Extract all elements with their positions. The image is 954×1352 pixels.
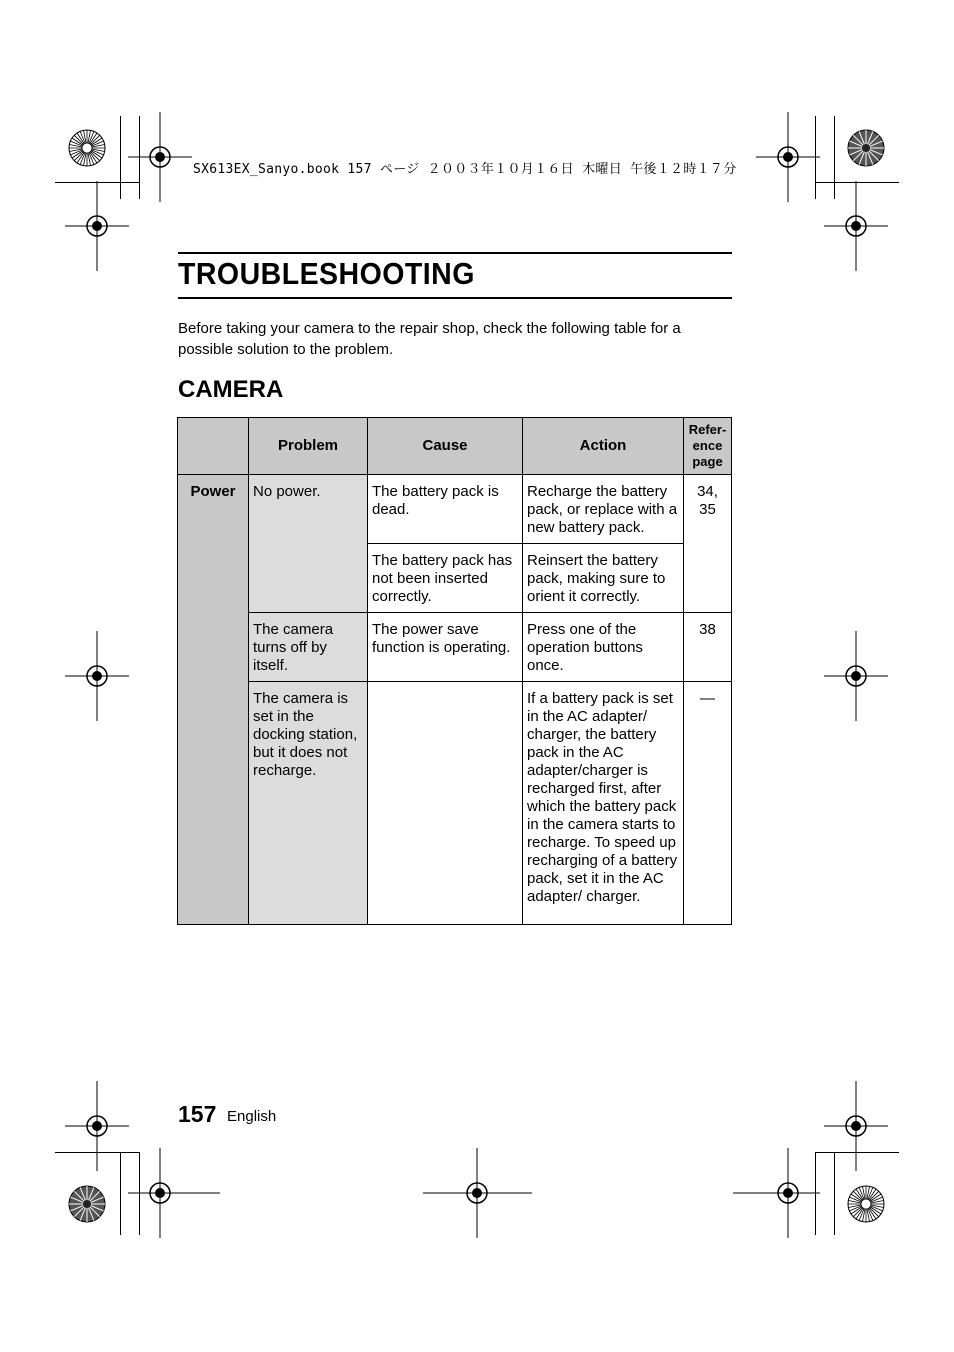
reference-cell: 38 (684, 613, 732, 682)
action-cell: If a battery pack is set in the AC adapter/ charger, the battery pack in the AC adapter/charger is recharged first, after which the battery pack in the camera starts to recharge. To speed up recharging of a battery pack, set it in the AC adapter/ charger. (523, 682, 684, 925)
print-header: SX613EX_Sanyo.book 157 ページ ２００３年１０月１６日 木曜日 午後１２時１７分 (193, 162, 737, 177)
header-reference: Refer-ence page (684, 418, 732, 475)
action-cell: Recharge the battery pack, or replace with a new battery pack. (523, 475, 684, 544)
category-cell: Power (178, 475, 249, 925)
action-cell: Press one of the operation buttons once. (523, 613, 684, 682)
page-number: 157 (178, 1101, 217, 1127)
header-action: Action (523, 418, 684, 475)
problem-cell: The camera is set in the docking station, but it does not recharge. (249, 682, 368, 925)
problem-cell: No power. (249, 475, 368, 613)
cause-cell: The battery pack has not been inserted correctly. (368, 544, 523, 613)
cause-cell: The battery pack is dead. (368, 475, 523, 544)
header-problem: Problem (249, 418, 368, 475)
reference-cell: — (684, 682, 732, 925)
intro-paragraph: Before taking your camera to the repair shop, check the following table for a possible solution to the problem. (178, 320, 681, 358)
cause-cell: The power save function is operating. (368, 613, 523, 682)
header-cause: Cause (368, 418, 523, 475)
action-cell: Reinsert the battery pack, making sure to orient it correctly. (523, 544, 684, 613)
problem-cell: The camera turns off by itself. (249, 613, 368, 682)
reference-cell: 34, 35 (684, 475, 732, 613)
footer-language: English (227, 1108, 277, 1125)
page-title: TROUBLESHOOTING (178, 256, 475, 291)
section-heading: CAMERA (178, 376, 284, 403)
